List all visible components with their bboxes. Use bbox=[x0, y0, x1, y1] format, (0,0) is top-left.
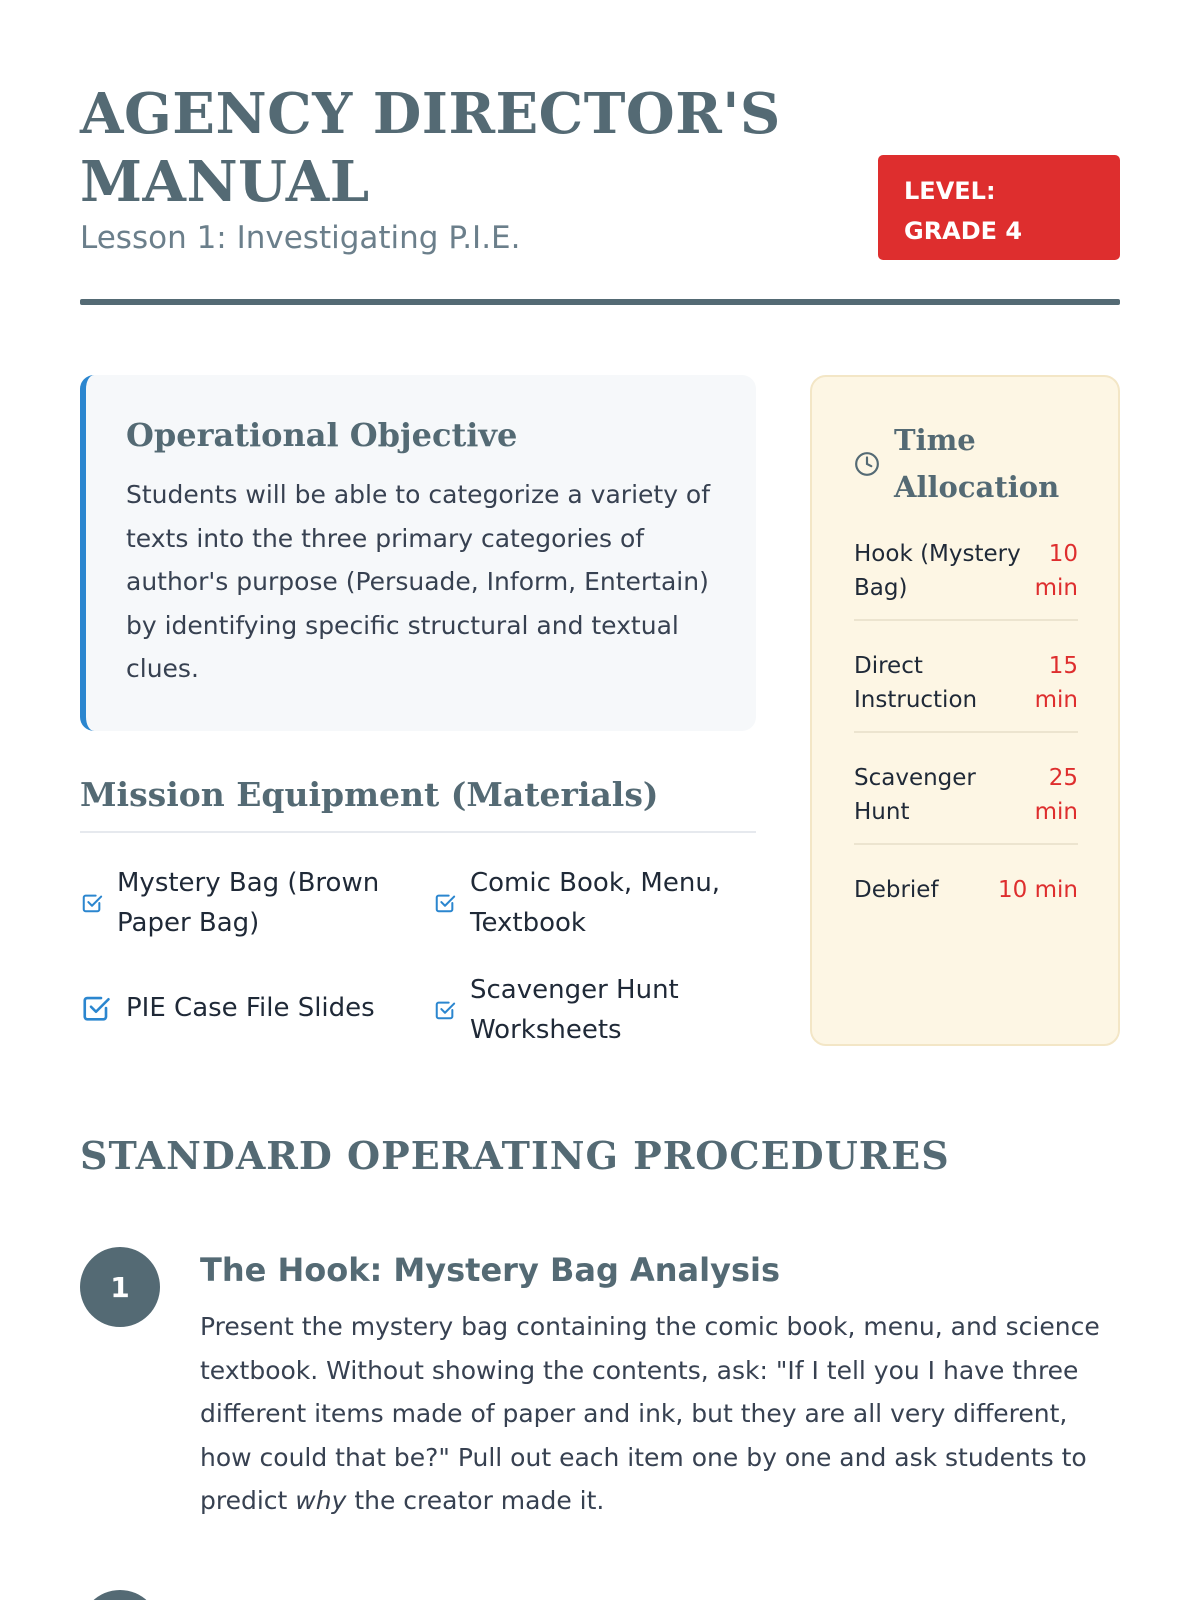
header-divider bbox=[80, 299, 1120, 305]
material-item bbox=[80, 863, 410, 943]
page-title: AGENCY DIRECTOR'S MANUAL bbox=[80, 81, 781, 215]
time-duration: 10 min bbox=[1034, 541, 1078, 601]
materials-divider bbox=[80, 831, 756, 833]
material-item bbox=[433, 863, 763, 943]
checkbox-icon bbox=[433, 999, 457, 1021]
time-row bbox=[854, 751, 1078, 845]
step-text-emphasis: why bbox=[295, 1486, 347, 1515]
time-duration: 15 min bbox=[1034, 653, 1078, 713]
checkbox-icon bbox=[433, 892, 457, 914]
time-allocation-heading: Time Allocation bbox=[894, 423, 1060, 504]
lesson-subtitle: Lesson 1: Investigating P.I.E. bbox=[80, 220, 521, 256]
step-title: The Hook: Mystery Bag Analysis bbox=[200, 1251, 781, 1289]
level-badge-value: GRADE 4 bbox=[904, 217, 1023, 245]
time-row bbox=[854, 639, 1078, 733]
material-label: Mystery Bag (Brown Paper Bag) bbox=[117, 868, 380, 938]
lesson-page bbox=[80, 0, 1120, 1600]
material-label: Scavenger Hunt Worksheets bbox=[470, 975, 679, 1045]
clock-icon bbox=[854, 451, 880, 477]
objective-card bbox=[80, 375, 756, 731]
time-activity: Scavenger Hunt bbox=[854, 765, 976, 825]
level-badge bbox=[878, 155, 1120, 260]
material-item bbox=[433, 970, 763, 1050]
step-number: 1 bbox=[80, 1247, 160, 1327]
time-allocation-card bbox=[810, 375, 1120, 1046]
level-badge-label: LEVEL: bbox=[904, 177, 996, 205]
step-text-before: Present the mystery bag containing the comic book, menu, and science textbook. Without showing the contents, ask: "If I tell you I have three different items made of paper and ink, but they are all very different, how could that be?" Pull out each item one by one and ask students to predict bbox=[200, 1312, 1100, 1515]
header bbox=[80, 80, 1120, 305]
time-activity: Debrief bbox=[854, 877, 939, 903]
objective-text: Students will be able to categorize a variety of texts into the three primary categories of author's purpose (Persuade, Inform, Entertain) by identifying specific structural and textual clues. bbox=[126, 480, 711, 683]
checkbox-icon bbox=[80, 892, 104, 914]
step-number-next bbox=[80, 1590, 160, 1600]
materials-heading: Mission Equipment (Materials) bbox=[80, 775, 659, 814]
procedure-step bbox=[200, 1247, 1120, 1523]
time-duration: 10 min bbox=[998, 877, 1078, 903]
material-label: PIE Case File Slides bbox=[126, 993, 375, 1023]
time-activity: Direct Instruction bbox=[854, 653, 978, 713]
checkbox-icon bbox=[80, 993, 112, 1023]
material-label: Comic Book, Menu, Textbook bbox=[470, 868, 721, 938]
objective-heading: Operational Objective bbox=[126, 416, 518, 454]
time-row bbox=[854, 527, 1078, 621]
step-text bbox=[200, 1305, 1120, 1523]
time-duration: 25 min bbox=[1034, 765, 1078, 825]
time-allocation-header bbox=[854, 417, 1078, 511]
material-item bbox=[80, 988, 420, 1028]
procedures-heading: STANDARD OPERATING PROCEDURES bbox=[80, 1133, 950, 1178]
time-row bbox=[854, 863, 1078, 921]
step-text-after: the creator made it. bbox=[346, 1486, 605, 1515]
time-activity: Hook (Mystery Bag) bbox=[854, 541, 1021, 601]
